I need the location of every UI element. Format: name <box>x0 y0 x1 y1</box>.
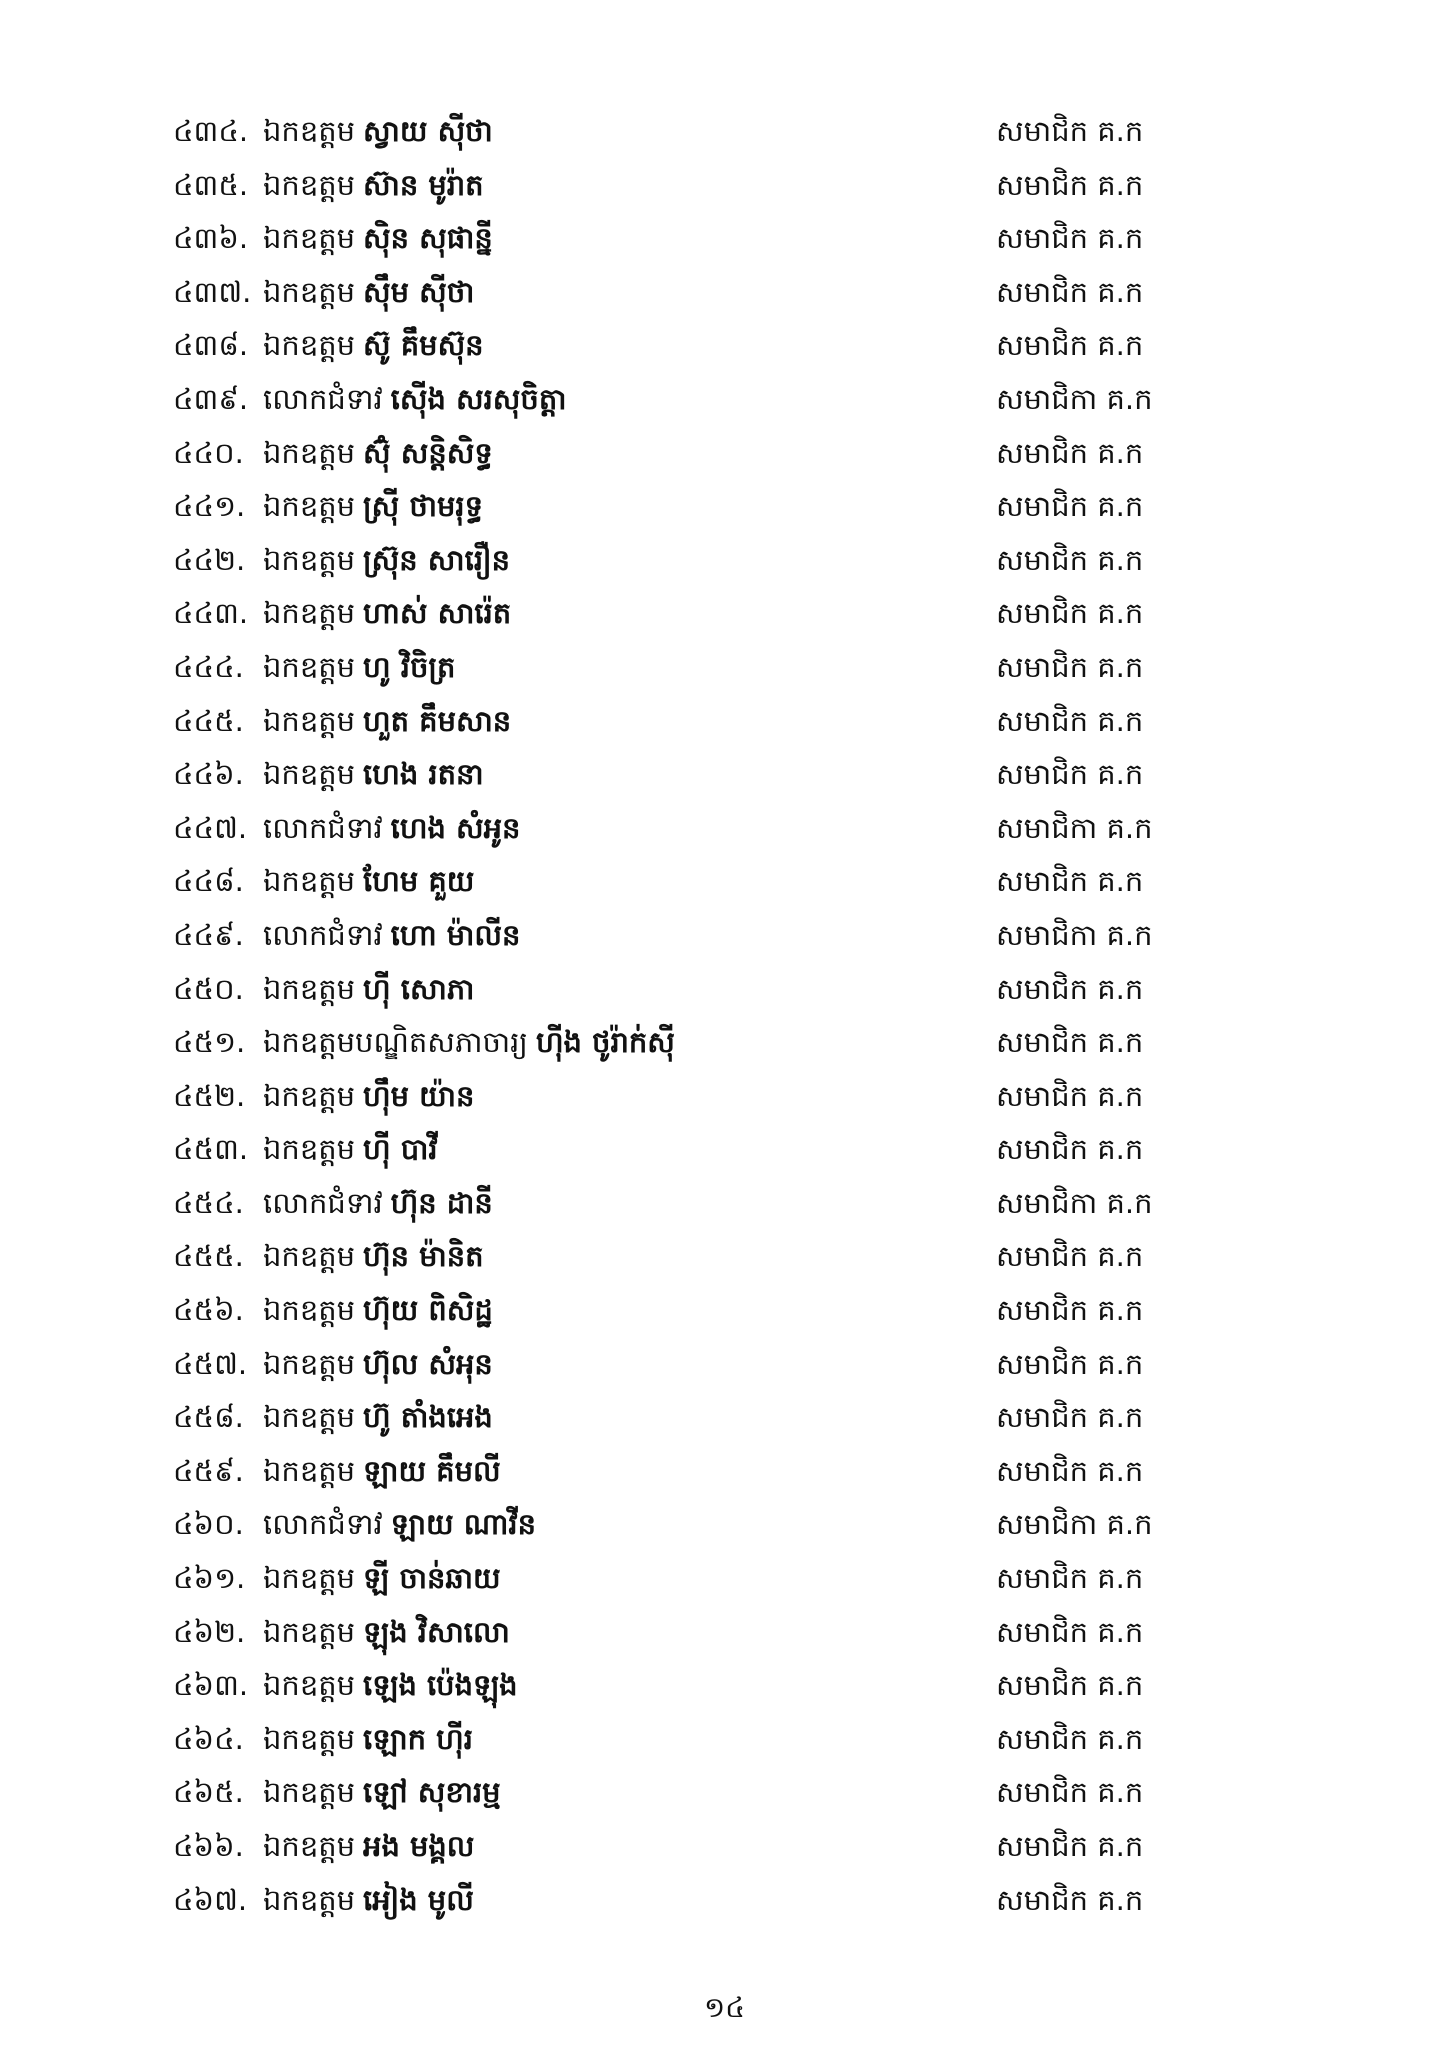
entry-number: ៤៥២. <box>173 1078 246 1113</box>
honorific: ឯកឧត្តម <box>263 1453 356 1488</box>
member-role: សមាជិក គ.ក <box>996 1400 1144 1435</box>
member-name: ស៊ាន មូរ៉ាត <box>363 167 484 202</box>
entry-number: ៤៣៤. <box>173 114 249 148</box>
entry-number: ៤៦៥. <box>173 1775 244 1810</box>
honorific: លោកជំទាវ <box>263 1507 383 1542</box>
honorific: លោកជំទាវ <box>263 1185 383 1220</box>
entry-title-and-name <box>263 1177 493 1231</box>
list-item <box>0 1874 1449 1928</box>
member-name: ស៊ិន សុផាន្នី <box>363 221 493 256</box>
list-item <box>0 1070 1449 1124</box>
member-role: សមាជិក គ.ក <box>996 649 1144 684</box>
list-item <box>0 1659 1449 1713</box>
entry-title-and-name <box>263 1070 474 1124</box>
member-name: ហ៊ីង ថូរ៉ាក់ស៊ី <box>535 1025 675 1060</box>
list-item <box>0 159 1449 213</box>
member-role: សមាជិក គ.ក <box>996 864 1144 899</box>
member-name: ស្រ៊ី ថាមរុទ្ធ <box>363 489 484 524</box>
entry-title-and-name <box>263 1123 438 1177</box>
member-role: សមាជិក គ.ក <box>996 1239 1144 1274</box>
honorific: ឯកឧត្តម <box>263 757 356 792</box>
entry-number: ៤៣៩. <box>173 381 249 416</box>
member-role: សមាជិក គ.ក <box>996 1132 1144 1167</box>
member-name: ស្រ៊ុន សារឿន <box>363 542 511 577</box>
list-item <box>0 373 1449 427</box>
honorific: ឯកឧត្តម <box>263 596 356 631</box>
honorific: ឯកឧត្តម <box>263 1614 356 1649</box>
honorific: ឯកឧត្តមបណ្ឌិតសភាចារ្យ <box>263 1025 528 1060</box>
honorific: ឯកឧត្តម <box>263 1829 356 1863</box>
list-item <box>0 855 1449 909</box>
member-role: សមាជិក គ.ក <box>996 1078 1144 1113</box>
list-item <box>0 1498 1449 1552</box>
member-role: សមាជិក គ.ក <box>996 542 1144 577</box>
entry-title-and-name <box>263 1445 501 1499</box>
entry-title-and-name <box>263 1230 484 1284</box>
list-item <box>0 802 1449 856</box>
entry-title-and-name <box>263 480 483 534</box>
entry-title-and-name <box>263 1606 510 1660</box>
honorific: លោកជំទាវ <box>263 917 383 952</box>
member-name: ស៊ើង សរសុចិត្តា <box>390 381 567 416</box>
entry-number: ៤៣៧. <box>173 274 252 309</box>
member-name: ស្វាយ ស៊ីថា <box>363 114 493 148</box>
entry-title-and-name <box>263 748 484 802</box>
member-name: ហ៊ី សោភា <box>363 971 475 1006</box>
member-role: សមាជិកា គ.ក <box>996 810 1153 845</box>
entry-number: ៤៤៤. <box>173 649 244 684</box>
honorific: លោកជំទាវ <box>263 381 383 416</box>
entry-title-and-name <box>263 1016 675 1070</box>
entry-title-and-name <box>263 534 510 588</box>
list-item <box>0 266 1449 320</box>
entry-number: ៤៥៥. <box>173 1239 244 1274</box>
member-name: ស៊ូ គឹមស៊ុន <box>363 328 484 363</box>
honorific: ឯកឧត្តម <box>263 489 356 524</box>
entry-title-and-name <box>263 1659 518 1713</box>
honorific: ឯកឧត្តម <box>263 221 356 256</box>
honorific: ឯកឧត្តម <box>263 167 356 202</box>
entry-number: ៤៤៦. <box>173 757 244 792</box>
entry-number: ៤៥៩. <box>173 1453 244 1488</box>
member-role: សមាជិក គ.ក <box>996 1721 1144 1756</box>
entry-number: ៤៤២. <box>173 542 246 577</box>
member-name: ឡាយ គឹមលី <box>363 1453 501 1488</box>
honorific: ឯកឧត្តម <box>263 1668 356 1703</box>
member-name: ហ៊ុន ម៉ានិត <box>363 1239 484 1274</box>
member-name: ហូ វិចិត្រ <box>363 649 456 684</box>
list-item <box>0 587 1449 641</box>
entry-number: ៤៣៥. <box>173 167 249 202</box>
entry-number: ៤៣៨. <box>173 328 249 363</box>
list-item <box>0 319 1449 373</box>
entry-number: ៤៤៩. <box>173 917 244 952</box>
entry-title-and-name <box>263 1766 501 1820</box>
honorific: ឯកឧត្តម <box>263 542 356 577</box>
member-role: សមាជិក គ.ក <box>996 596 1144 631</box>
member-role: សមាជិក គ.ក <box>996 435 1144 470</box>
entry-title-and-name <box>263 1284 493 1338</box>
list-item <box>0 1606 1449 1660</box>
list-item <box>0 641 1449 695</box>
entry-number: ៤៥០. <box>173 971 244 1006</box>
entry-number: ៤៤១. <box>173 489 246 524</box>
member-role: សមាជិក គ.ក <box>996 1293 1144 1328</box>
member-name: ឡេង ប៉េងឡុង <box>363 1668 518 1703</box>
entry-number: ៤៥៧. <box>173 1346 248 1381</box>
honorific: ឯកឧត្តម <box>263 1132 356 1167</box>
list-item <box>0 695 1449 749</box>
member-name: ហ៊ី បាវី <box>363 1132 438 1167</box>
member-role: សមាជិកា គ.ក <box>996 1185 1153 1220</box>
honorific: ឯកឧត្តម <box>263 274 356 309</box>
list-item <box>0 1230 1449 1284</box>
entry-number: ៤៦៤. <box>173 1721 244 1756</box>
honorific: ឯកឧត្តម <box>263 1882 356 1917</box>
member-name: អៀង មូលី <box>363 1882 474 1917</box>
entry-title-and-name <box>263 802 520 856</box>
list-item <box>0 427 1449 481</box>
member-role: សមាជិកា គ.ក <box>996 381 1153 416</box>
entry-number: ៤៦០. <box>173 1507 244 1542</box>
entry-title-and-name <box>263 963 474 1017</box>
entry-title-and-name <box>263 855 474 909</box>
list-item <box>0 105 1449 159</box>
list-item <box>0 1016 1449 1070</box>
entry-title-and-name <box>263 1874 474 1928</box>
honorific: ឯកឧត្តម <box>263 1239 356 1274</box>
entry-title-and-name <box>263 159 484 213</box>
member-name: ហេង សំអូន <box>390 810 521 845</box>
list-item <box>0 1713 1449 1767</box>
member-role: សមាជិក គ.ក <box>996 971 1144 1006</box>
entry-title-and-name <box>263 1391 493 1445</box>
entry-title-and-name <box>263 319 484 373</box>
entry-number: ៤៥៤. <box>173 1185 244 1220</box>
entry-number: ៤៦៧. <box>173 1882 248 1917</box>
entry-number: ៤៤៨. <box>173 864 244 899</box>
entry-number: ៤៤៣. <box>173 596 249 631</box>
member-role: សមាជិក គ.ក <box>996 1561 1144 1596</box>
entry-title-and-name <box>263 909 520 963</box>
member-name: ឡោក ហ៊ីរ <box>363 1721 473 1756</box>
entry-title-and-name <box>263 427 493 481</box>
entry-number: ៤៥១. <box>173 1025 246 1060</box>
list-item <box>0 1123 1449 1177</box>
member-role: សមាជិក គ.ក <box>996 1668 1144 1703</box>
member-name: ស៊ុំ សន្តិសិទ្ធ <box>363 435 493 470</box>
entry-title-and-name <box>263 587 511 641</box>
member-role: សមាជិក គ.ក <box>996 1614 1144 1649</box>
entry-number: ៤៥៣. <box>173 1132 249 1167</box>
entry-title-and-name <box>263 1820 474 1874</box>
list-item <box>0 1820 1449 1874</box>
honorific: ឯកឧត្តម <box>263 649 356 684</box>
member-name: ហោ ម៉ាលីន <box>390 917 521 952</box>
list-item <box>0 1766 1449 1820</box>
honorific: ឯកឧត្តម <box>263 971 356 1006</box>
honorific: ឯកឧត្តម <box>263 1721 356 1756</box>
member-name: ហ៊ូ តាំងអេង <box>363 1400 493 1435</box>
entry-number: ៤៦២. <box>173 1614 246 1649</box>
member-name: ឡាយ ណាវីន <box>390 1507 536 1542</box>
honorific: ឯកឧត្តម <box>263 1775 356 1810</box>
honorific: ឯកឧត្តម <box>263 114 356 148</box>
member-name: ហ៊ុល សំអុន <box>363 1346 493 1381</box>
member-list <box>0 105 1449 1927</box>
honorific: ឯកឧត្តម <box>263 328 356 363</box>
member-role: សមាជិក គ.ក <box>996 221 1144 256</box>
list-item <box>0 534 1449 588</box>
member-name: ហួត គឹមសាន <box>363 703 512 738</box>
entry-title-and-name <box>263 105 493 159</box>
member-name: ឡុង វិសាលោ <box>363 1614 510 1649</box>
honorific: ឯកឧត្តម <box>263 703 356 738</box>
list-item <box>0 963 1449 1017</box>
entry-title-and-name <box>263 695 511 749</box>
member-name: ហ៊ុយ ពិសិដ្ឋ <box>363 1293 493 1328</box>
member-role: សមាជិក គ.ក <box>996 1453 1144 1488</box>
entry-title-and-name <box>263 266 474 320</box>
member-name: ហេង រតនា <box>363 757 484 792</box>
entry-number: ៤៦១. <box>173 1561 246 1596</box>
member-name: ឡី ចាន់ឆាយ <box>363 1561 501 1596</box>
entry-title-and-name <box>263 1338 493 1392</box>
member-role: សមាជិក គ.ក <box>996 1829 1144 1863</box>
entry-number: ៤៤៧. <box>173 810 248 845</box>
member-role: សមាជិក គ.ក <box>996 328 1144 363</box>
entry-title-and-name <box>263 1552 501 1606</box>
member-role: សមាជិក គ.ក <box>996 489 1144 524</box>
entry-number: ៤៥៦. <box>173 1293 244 1328</box>
member-role: សមាជិក គ.ក <box>996 703 1144 738</box>
honorific: ឯកឧត្តម <box>263 1561 356 1596</box>
member-role: សមាជិក គ.ក <box>996 274 1144 309</box>
member-name: ហ៊ឹម យ៉ាន <box>363 1078 475 1113</box>
page-number: ១៤ <box>703 1991 745 2024</box>
member-role: សមាជិក គ.ក <box>996 1775 1144 1810</box>
entry-number: ៤៣៦. <box>173 221 249 256</box>
member-role: សមាជិក គ.ក <box>996 167 1144 202</box>
list-item <box>0 1552 1449 1606</box>
member-role: សមាជិក គ.ក <box>996 757 1144 792</box>
list-item <box>0 1338 1449 1392</box>
honorific: ឯកឧត្តម <box>263 1346 356 1381</box>
entry-title-and-name <box>263 1498 536 1552</box>
list-item <box>0 1284 1449 1338</box>
honorific: ឯកឧត្តម <box>263 435 356 470</box>
list-item <box>0 480 1449 534</box>
list-item <box>0 909 1449 963</box>
list-item <box>0 748 1449 802</box>
entry-number: ៤៤៥. <box>173 703 244 738</box>
member-name: ហ៊ុន ដានី <box>390 1185 493 1220</box>
entry-title-and-name <box>263 212 493 266</box>
member-role: សមាជិក គ.ក <box>996 1346 1144 1381</box>
honorific: ឯកឧត្តម <box>263 1293 356 1328</box>
member-role: សមាជិក គ.ក <box>996 1025 1144 1060</box>
member-name: ហែម គួយ <box>363 864 475 899</box>
list-item <box>0 1177 1449 1231</box>
honorific: ឯកឧត្តម <box>263 864 356 899</box>
honorific: ឯកឧត្តម <box>263 1400 356 1435</box>
entry-number: ៤៦៣. <box>173 1668 249 1703</box>
list-item <box>0 1391 1449 1445</box>
member-role: សមាជិក គ.ក <box>996 114 1144 148</box>
member-name: ហាស់ សារ៉េត <box>363 596 512 631</box>
member-role: សមាជិកា គ.ក <box>996 917 1153 952</box>
honorific: ឯកឧត្តម <box>263 1078 356 1113</box>
entry-title-and-name <box>263 1713 473 1767</box>
member-name: អង មង្គល <box>363 1829 475 1863</box>
list-item <box>0 1445 1449 1499</box>
honorific: លោកជំទាវ <box>263 810 383 845</box>
member-name: ឡៅ សុខារម្ម <box>363 1775 501 1810</box>
list-item <box>0 212 1449 266</box>
entry-number: ៤៤០. <box>173 435 244 470</box>
entry-title-and-name <box>263 641 455 695</box>
member-role: សមាជិកា គ.ក <box>996 1507 1153 1542</box>
member-role: សមាជិក គ.ក <box>996 1882 1144 1917</box>
entry-title-and-name <box>263 373 566 427</box>
member-name: ស៊ឹម ស៊ីថា <box>363 274 475 309</box>
entry-number: ៤៥៨. <box>173 1400 244 1435</box>
entry-number: ៤៦៦. <box>173 1829 244 1863</box>
